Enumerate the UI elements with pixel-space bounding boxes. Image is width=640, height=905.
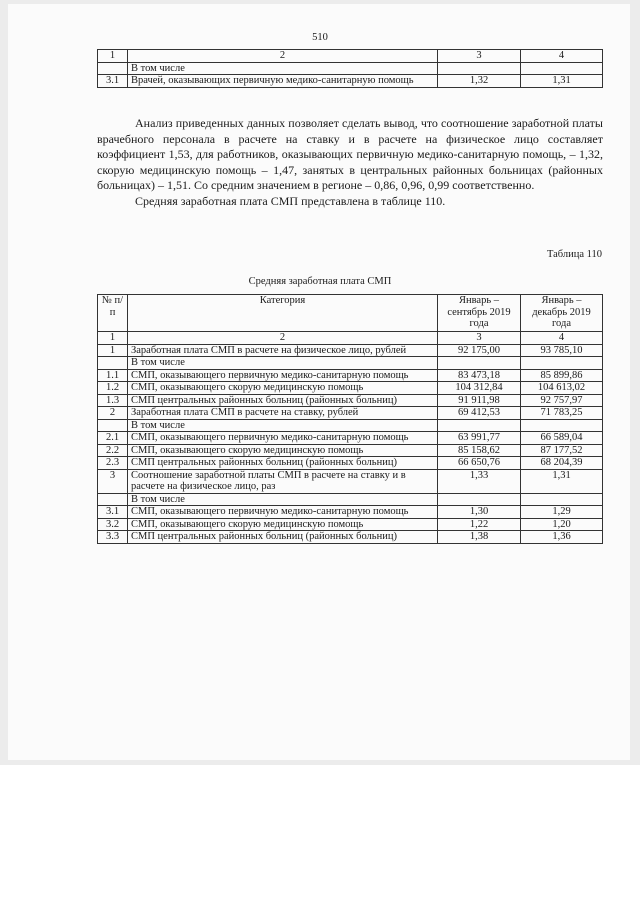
row-number: 3.1	[98, 75, 128, 88]
row-number	[98, 62, 128, 75]
row-value-2: 71 783,25	[521, 407, 603, 420]
row-value-2	[521, 62, 603, 75]
row-value-2: 1,31	[521, 469, 603, 493]
row-category: СМП центральных районных больниц (районных больниц)	[128, 531, 438, 544]
row-number: 2.1	[98, 432, 128, 445]
table-cell: 2	[128, 50, 438, 63]
page-number: 510	[312, 32, 328, 43]
row-category: Заработная плата СМП в расчете на ставку, рублей	[128, 407, 438, 420]
row-value-2: 85 899,86	[521, 369, 603, 382]
row-number: 3.1	[98, 506, 128, 519]
row-value-1: 85 158,62	[438, 444, 521, 457]
row-category: СМП, оказывающего первичную медико-санитарную помощь	[128, 369, 438, 382]
row-value-2	[521, 357, 603, 370]
row-number	[98, 493, 128, 506]
row-category: В том числе	[128, 419, 438, 432]
row-value-2: 1,36	[521, 531, 603, 544]
row-number: 2	[98, 407, 128, 420]
row-value-1: 92 175,00	[438, 344, 521, 357]
table-row	[98, 432, 603, 445]
header-category: Категория	[128, 295, 438, 332]
table-cell: 3	[438, 332, 521, 345]
header-number: № п/п	[98, 295, 128, 332]
table-row	[98, 444, 603, 457]
header-period-1: Январь – сентябрь 2019 года	[438, 295, 521, 332]
row-value-2: 87 177,52	[521, 444, 603, 457]
row-value-2: 1,20	[521, 518, 603, 531]
row-value-2: 68 204,39	[521, 457, 603, 470]
table-row	[98, 344, 603, 357]
row-category: Соотношение заработной платы СМП в расчете на ставку и в расчете на физическое лицо, раз	[128, 469, 438, 493]
continued-table	[97, 49, 603, 88]
table-row	[98, 469, 603, 493]
row-number: 3.2	[98, 518, 128, 531]
table-cell: 3	[438, 50, 521, 63]
analysis-paragraph: Анализ приведенных данных позволяет сделать вывод, что соотношение заработной платы врачебного персонала в расчете на ставку и в расчете на физическое лицо составляет коэффициент 1,53, для работников, оказывающих первичную медико-санитарную помощь, – 1,32, скорую медицинскую помощь – 1,47, занятых в центральных районных больницах (районных больницах) – 1,51. Со средним значением в регионе – 0,86, 0,96, 0,99 соответственно.	[97, 116, 603, 192]
row-value-1: 104 312,84	[438, 382, 521, 395]
row-category: СМП, оказывающего скорую медицинскую помощь	[128, 518, 438, 531]
table-row	[98, 382, 603, 395]
table-row	[98, 62, 603, 75]
row-number: 1	[98, 344, 128, 357]
table-row	[98, 369, 603, 382]
header-period-2: Январь – декабрь 2019 года	[521, 295, 603, 332]
row-number: 3	[98, 469, 128, 493]
row-number: 1.3	[98, 394, 128, 407]
row-number: 2.2	[98, 444, 128, 457]
table-index-row	[98, 332, 603, 345]
table-cell: 4	[521, 332, 603, 345]
row-value-1	[438, 357, 521, 370]
body-text	[97, 116, 603, 209]
row-value-2: 66 589,04	[521, 432, 603, 445]
table-header-row	[98, 295, 603, 332]
row-category: В том числе	[128, 62, 438, 75]
intro-paragraph: Средняя заработная плата СМП представлена в таблице 110.	[135, 193, 446, 208]
table-row	[98, 493, 603, 506]
row-number: 3.3	[98, 531, 128, 544]
row-value-1: 1,22	[438, 518, 521, 531]
row-value-2: 93 785,10	[521, 344, 603, 357]
row-value-1: 69 412,53	[438, 407, 521, 420]
row-value-2: 1,31	[521, 75, 603, 88]
row-number	[98, 357, 128, 370]
table-row	[98, 518, 603, 531]
table-row	[98, 419, 603, 432]
row-number	[98, 419, 128, 432]
row-category: Заработная плата СМП в расчете на физическое лицо, рублей	[128, 344, 438, 357]
table-index-row	[98, 50, 603, 63]
table-cell: 2	[128, 332, 438, 345]
row-category: СМП, оказывающего первичную медико-санитарную помощь	[128, 506, 438, 519]
row-category: СМП, оказывающего скорую медицинскую помощь	[128, 444, 438, 457]
table-row	[98, 394, 603, 407]
table-cell: 1	[98, 50, 128, 63]
row-value-1: 1,32	[438, 75, 521, 88]
row-value-2	[521, 493, 603, 506]
table-row	[98, 357, 603, 370]
table-row	[98, 457, 603, 470]
row-value-1	[438, 419, 521, 432]
row-number: 1.1	[98, 369, 128, 382]
row-value-2: 104 613,02	[521, 382, 603, 395]
table-cell: 1	[98, 332, 128, 345]
row-category: СМП центральных районных больниц (районных больниц)	[128, 457, 438, 470]
table-title: Средняя заработная плата СМП	[248, 276, 392, 287]
row-value-1: 1,38	[438, 531, 521, 544]
row-value-1	[438, 62, 521, 75]
row-value-1: 83 473,18	[438, 369, 521, 382]
table-row	[98, 407, 603, 420]
row-value-1: 1,30	[438, 506, 521, 519]
row-value-1	[438, 493, 521, 506]
table-row	[98, 75, 603, 88]
row-category: СМП центральных районных больниц (районных больниц)	[128, 394, 438, 407]
row-number: 2.3	[98, 457, 128, 470]
row-number: 1.2	[98, 382, 128, 395]
table-label: Таблица 110	[546, 249, 602, 260]
row-value-1: 91 911,98	[438, 394, 521, 407]
row-value-2: 1,29	[521, 506, 603, 519]
row-category: СМП, оказывающего первичную медико-санитарную помощь	[128, 432, 438, 445]
row-category: СМП, оказывающего скорую медицинскую помощь	[128, 382, 438, 395]
row-category: В том числе	[128, 493, 438, 506]
row-value-2	[521, 419, 603, 432]
table-cell: 4	[521, 50, 603, 63]
table-row	[98, 506, 603, 519]
salary-table	[97, 294, 603, 544]
row-category: В том числе	[128, 357, 438, 370]
row-category: Врачей, оказывающих первичную медико-санитарную помощь	[128, 75, 438, 88]
row-value-1: 63 991,77	[438, 432, 521, 445]
row-value-1: 66 650,76	[438, 457, 521, 470]
row-value-1: 1,33	[438, 469, 521, 493]
table-row	[98, 531, 603, 544]
row-value-2: 92 757,97	[521, 394, 603, 407]
